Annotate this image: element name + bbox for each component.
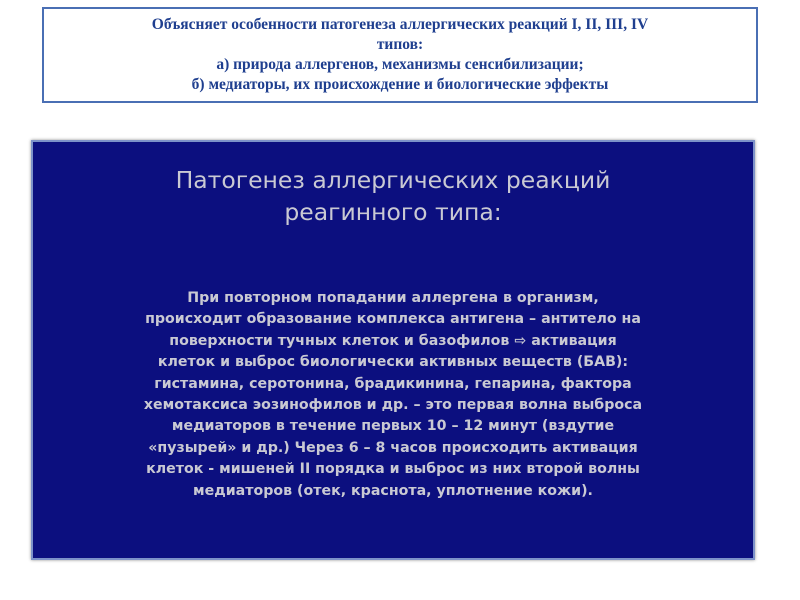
body-line-9: клеток - мишеней II порядка и выброс из них второй волны: [146, 461, 640, 478]
objective-line-2: типов:: [376, 36, 424, 53]
panel-title-line-1: Патогенез аллергических реакций: [175, 166, 611, 194]
body-line-1: При повторном попадании аллергена в организм,: [187, 290, 599, 306]
body-line-5: гистамина, серотонина, брадикинина, гепарина, фактора: [154, 375, 632, 392]
body-line-3-text: поверхности тучных клеток и базофилов: [169, 332, 510, 349]
body-line-2: происходит образование комплекса антигена – антитело на: [145, 311, 641, 328]
body-line-3-tail: активация: [531, 332, 617, 349]
body-line-3: [33, 331, 753, 352]
body-line-6: хемотаксиса эозинофилов и др. – это первая волна выброса: [143, 397, 643, 414]
objective-line-3: а) природа аллергенов, механизмы сенсибилизации;: [216, 56, 584, 73]
panel-body: [33, 288, 753, 502]
objective-box: [42, 7, 758, 103]
content-panel: [31, 140, 755, 560]
panel-title: [33, 164, 753, 228]
right-arrow-icon: ⇨: [514, 332, 527, 349]
body-line-10: медиаторов (отек, краснота, уплотнение кожи).: [193, 482, 593, 499]
objective-line-1: Объясняет особенности патогенеза аллергических реакций I, II, III, IV: [151, 16, 649, 33]
objective-line-4: б) медиаторы, их происхождение и биологические эффекты: [191, 76, 609, 93]
body-line-7: медиаторов в течение первых 10 – 12 минут (вздутие: [171, 418, 615, 435]
body-line-8: «пузырей» и др.) Через 6 – 8 часов происходить активация: [148, 439, 638, 456]
panel-title-line-2: реагинного типа:: [284, 198, 502, 226]
body-line-4: клеток и выброс биологически активных веществ (БАВ):: [157, 354, 629, 371]
